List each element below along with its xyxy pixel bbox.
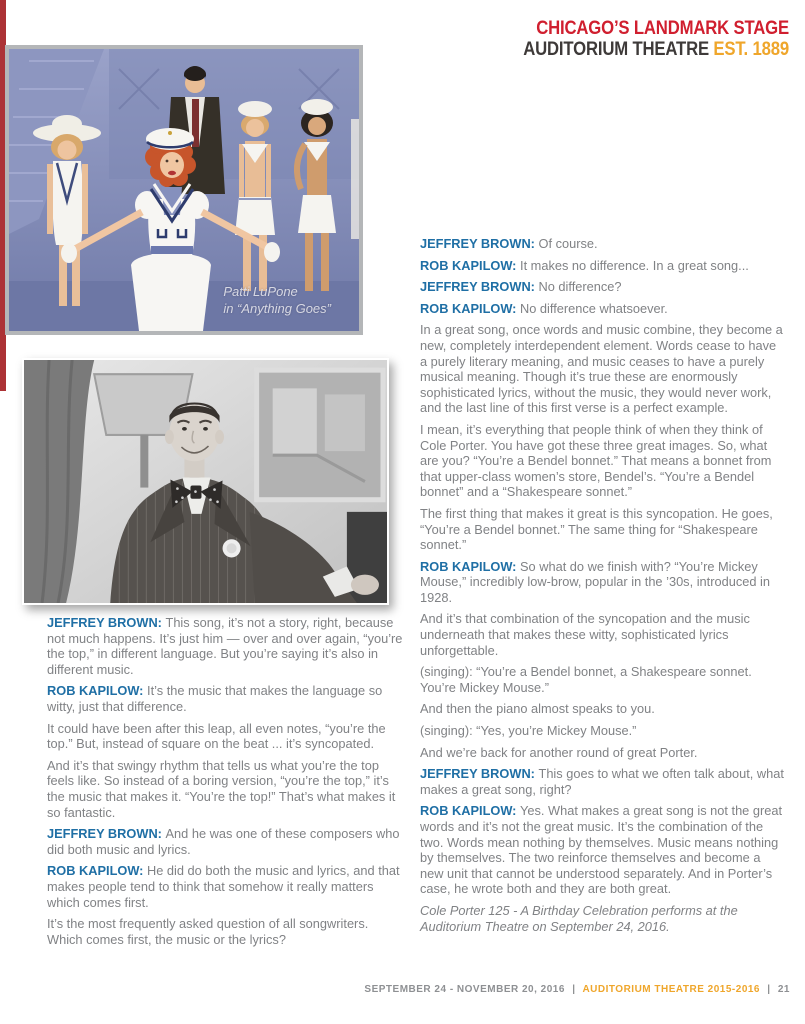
dialogue-paragraph: JEFFREY BROWN: Of course.	[420, 236, 598, 251]
body-paragraph: (singing): “You’re a Bendel bonnet, a Shakespeare sonnet. You’re Mickey Mouse.”	[420, 664, 752, 695]
photo-caption	[223, 283, 331, 317]
speaker-name: ROB KAPILOW:	[420, 300, 521, 316]
footer-season: AUDITORIUM THEATRE 2015-2016	[582, 984, 760, 995]
body-paragraph: And it’s that swingy rhythm that tells us what you’re the top feels like. So instead of a boring version, “you’re the top,” it’s the music that makes it. “You’re the top!” That’s what makes it so fantastic.	[47, 757, 396, 820]
speaker-name: ROB KAPILOW:	[47, 863, 148, 879]
header-theatre-text: AUDITORIUM THEATRE	[523, 39, 714, 60]
dialogue-paragraph: ROB KAPILOW: No difference whatsoever.	[420, 300, 668, 316]
anything-goes-photo	[5, 45, 363, 335]
caption-line1: Patti LuPone	[223, 284, 298, 299]
page-header	[487, 18, 789, 60]
speaker-name: ROB KAPILOW:	[420, 803, 521, 819]
speaker-name: JEFFREY BROWN:	[47, 826, 166, 842]
body-paragraph: (singing): “Yes, you’re Mickey Mouse.”	[420, 723, 637, 739]
speaker-name: JEFFREY BROWN:	[420, 279, 539, 295]
header-theatre-name	[523, 39, 789, 60]
header-est-badge: EST. 1889	[713, 39, 789, 60]
body-paragraph: And then the piano almost speaks to you.	[420, 701, 655, 717]
body-paragraph: The first thing that makes it great is this syncopation. He goes, “You’re a Bendel bonnet.” The same thing for “Shakespeare sonnet.”	[420, 505, 773, 553]
body-paragraph: In a great song, once words and music combine, they become a new, completely interdependent element. Words cease to have a purely literary meaning, and music ceases to have a purely musical meaning. Though it’s true these are enormously sophisticated lyrics, without the music, they would never work, and the last line of this first verse is a perfect example.	[420, 322, 783, 416]
header-tagline: CHICAGO’S LANDMARK STAGE	[536, 18, 789, 39]
body-paragraph: I mean, it’s everything that people think of when they think of Cole Porter. You have got these three great images. So, what are you? “You’re a Bendel bonnet.” That means a bonnet from that upper-class women’s store, Bendel’s. “You’re a Bendel bonnet” and a “Shakespeare sonnet.”	[420, 421, 772, 500]
speaker-name: JEFFREY BROWN:	[47, 615, 166, 630]
footer-separator: |	[767, 984, 771, 995]
dialogue-paragraph: ROB KAPILOW: So what do we finish with? “You’re Mickey Mouse,” incredibly low-brow, popular in the ’30s, introduced in 1928.	[420, 558, 770, 605]
dialogue-paragraph: ROB KAPILOW: Yes. What makes a great song is not the great words and it’s not the great music. It’s the combination of the two. Words mean nothing by themselves. Music means nothing by themselves. The two reinforce themselves and become a new unit that cannot be understood separately. And in Porter’s case, he wrote both and they are both great.	[420, 803, 783, 897]
body-paragraph: And it’s that combination of the syncopation and the music underneath that makes these witty, sophisticated lyrics unforgettable.	[420, 611, 750, 658]
body-paragraph: It could have been after this leap, all even notes, “you’re the top.” But, instead of square on the beat ... it’s syncopated.	[47, 720, 386, 752]
dialogue-paragraph: JEFFREY BROWN: This goes to what we often talk about, what makes a great song, right?	[420, 766, 784, 797]
dialogue-paragraph: ROB KAPILOW: It’s the music that makes the language so witty, just that difference.	[47, 683, 383, 714]
cole-porter-illustration	[24, 360, 387, 603]
footer-separator: |	[572, 984, 576, 995]
caption-line2: in “Anything Goes”	[223, 301, 331, 316]
page-footer	[364, 984, 790, 995]
speaker-name: ROB KAPILOW:	[47, 683, 148, 699]
footer-dates: SEPTEMBER 24 - NOVEMBER 20, 2016	[364, 984, 565, 995]
speaker-name: JEFFREY BROWN:	[420, 766, 539, 782]
dialogue-paragraph: JEFFREY BROWN: And he was one of these composers who did both music and lyrics.	[47, 826, 400, 857]
interview-right-column	[420, 236, 786, 940]
dialogue-paragraph: JEFFREY BROWN: This song, it’s not a story, right, because not much happens. It’s just him — over and over again, “you’re the top,” in different language. But you’re saying it’s also in different music.	[47, 615, 403, 677]
interview-left-column	[47, 615, 405, 953]
speaker-name: ROB KAPILOW:	[420, 558, 521, 574]
dialogue-paragraph: ROB KAPILOW: It makes no difference. In a great song...	[420, 257, 749, 273]
dialogue-paragraph: JEFFREY BROWN: No difference?	[420, 279, 622, 295]
dialogue-paragraph: ROB KAPILOW: He did do both the music and lyrics, and that makes people tend to think that somehow it really matters which comes first.	[47, 863, 400, 910]
speaker-name: JEFFREY BROWN:	[420, 236, 539, 251]
footer-page-number: 21	[777, 984, 790, 995]
credit-note: Cole Porter 125 - A Birthday Celebration performs at the Auditorium Theatre on September 24, 2016.	[420, 902, 738, 934]
body-paragraph: It’s the most frequently asked question of all songwriters. Which comes first, the music or the lyrics?	[47, 916, 369, 947]
cole-porter-photo	[22, 358, 389, 605]
speaker-name: ROB KAPILOW:	[420, 257, 521, 273]
body-paragraph: And we’re back for another round of great Porter.	[420, 744, 698, 760]
